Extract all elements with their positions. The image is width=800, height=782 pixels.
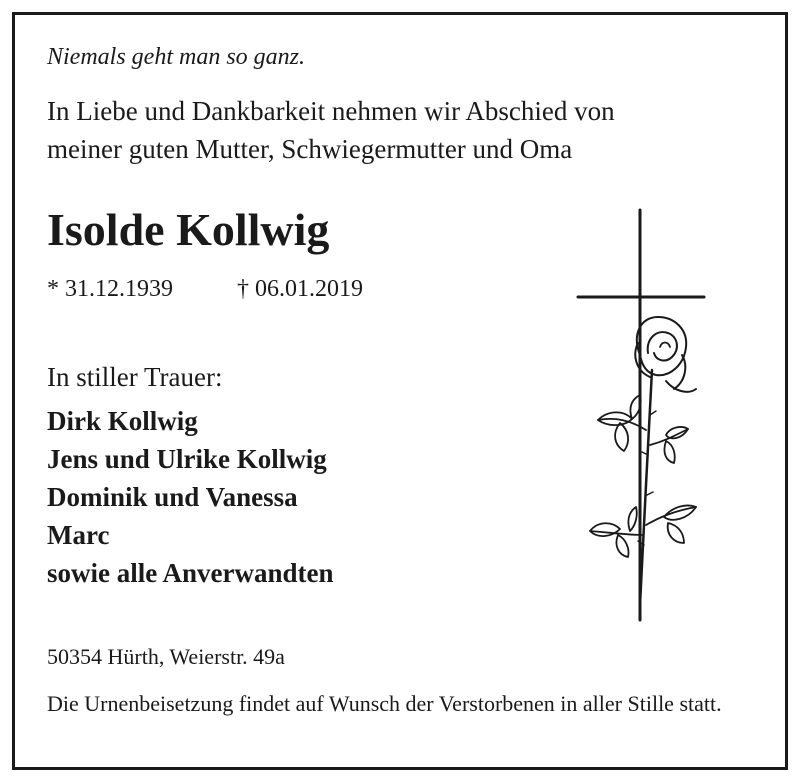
- intro-line-2: meiner guten Mutter, Schwiegermutter und Oma: [47, 134, 573, 164]
- deceased-name: Isolde Kollwig: [47, 204, 330, 255]
- mourner: Dirk Kollwig: [47, 406, 198, 436]
- birth-date: * 31.12.1939: [47, 276, 173, 302]
- mourner: Jens und Ulrike Kollwig: [47, 444, 327, 474]
- intro-line-1: In Liebe und Dankbarkeit nehmen wir Abschied von: [47, 96, 615, 126]
- mourner: Dominik und Vanessa: [47, 482, 298, 512]
- cross-with-rose-icon: [570, 205, 720, 625]
- mourning-heading: In stiller Trauer:: [47, 362, 223, 392]
- mourners-list: [47, 402, 334, 592]
- address: 50354 Hürth, Weierstr. 49a: [47, 644, 285, 669]
- burial-note: Die Urnenbeisetzung findet auf Wunsch der Verstorbenen in aller Stille statt.: [47, 691, 722, 716]
- mourner: sowie alle Anverwandten: [47, 558, 334, 588]
- motto: Niemals geht man so ganz.: [47, 44, 305, 70]
- death-date: † 06.01.2019: [237, 276, 363, 302]
- intro-text: [47, 92, 615, 168]
- mourner: Marc: [47, 520, 110, 550]
